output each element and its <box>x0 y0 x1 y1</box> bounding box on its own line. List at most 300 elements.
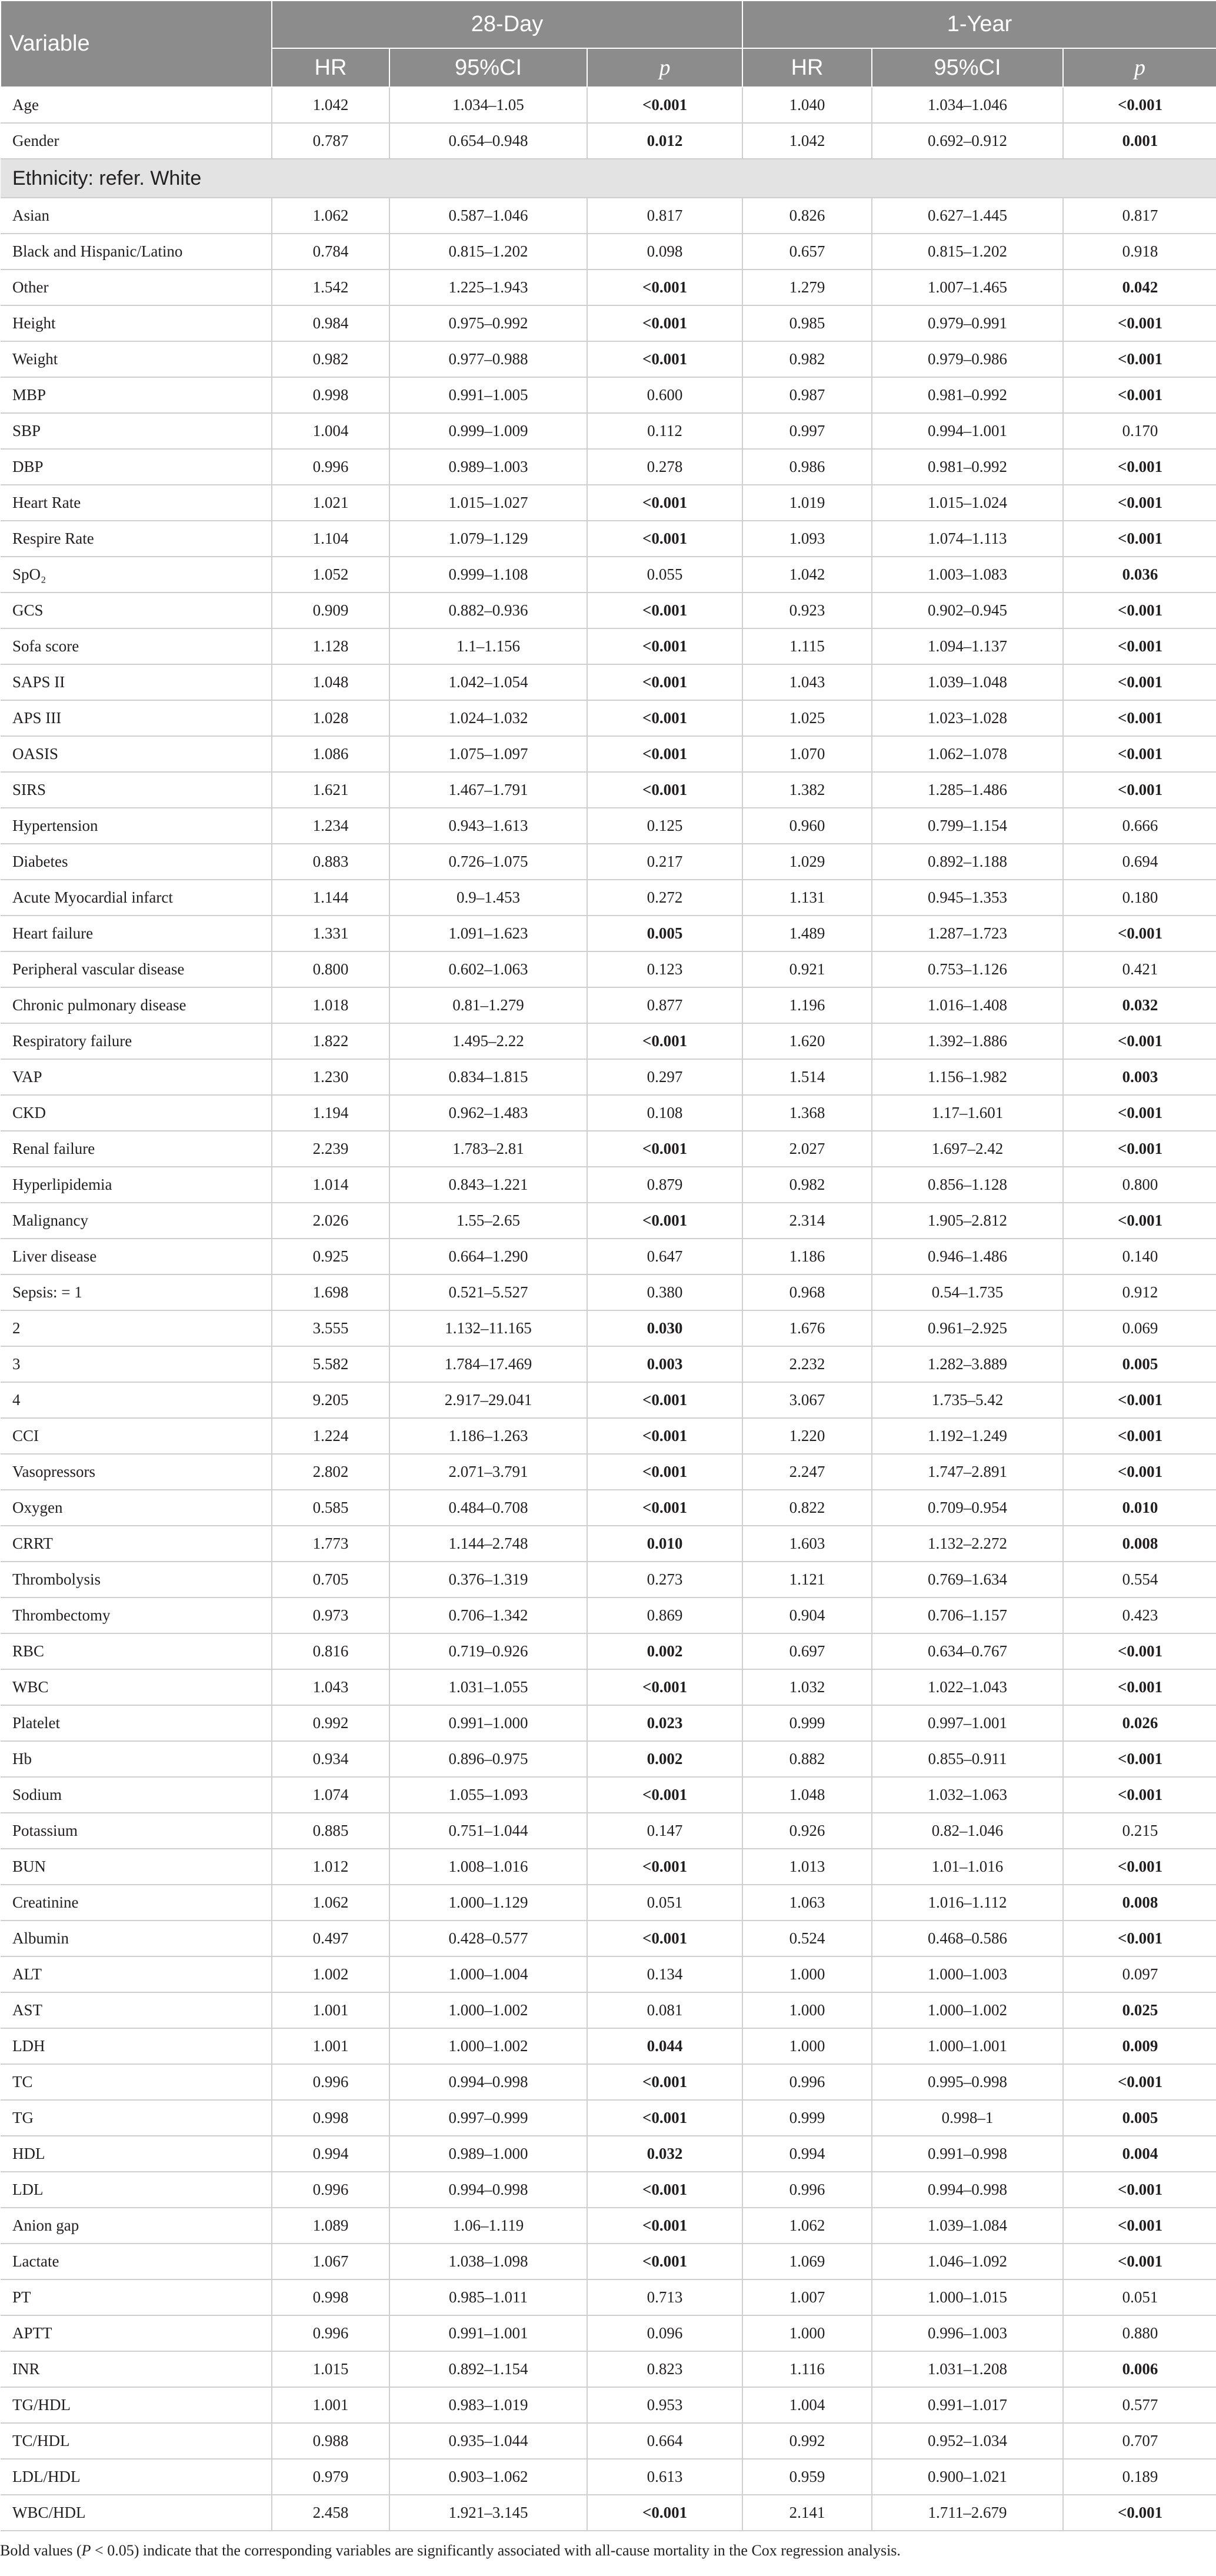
ci-28-cell: 1.1–1.156 <box>389 628 587 664</box>
table-row <box>1 305 1216 341</box>
hr-28-cell: 2.026 <box>272 1203 389 1239</box>
ci-1y-cell: 1.022–1.043 <box>872 1669 1063 1705</box>
hr-28-cell: 0.998 <box>272 2279 389 2315</box>
hr-1y-cell: 2.141 <box>742 2495 872 2531</box>
hr-28-cell: 3.555 <box>272 1310 389 1346</box>
p-28-cell: 0.272 <box>587 880 742 916</box>
variable-cell: APTT <box>1 2315 272 2351</box>
p-28-cell: 0.012 <box>587 123 742 159</box>
hr-1y-cell: 1.025 <box>742 700 872 736</box>
p-28-cell: <0.001 <box>587 1454 742 1490</box>
p-1y-cell: <0.001 <box>1063 1633 1216 1669</box>
p-28-cell: 0.380 <box>587 1274 742 1310</box>
table-row <box>1 2459 1216 2495</box>
ci-28-cell: 1.144–2.748 <box>389 1526 587 1562</box>
variable-cell: BUN <box>1 1849 272 1885</box>
hr-28-cell: 1.014 <box>272 1167 389 1203</box>
hr-28-cell: 1.089 <box>272 2208 389 2244</box>
table-row <box>1 1239 1216 1274</box>
table-header <box>1 1 1216 87</box>
hr-28-cell: 1.001 <box>272 2028 389 2064</box>
ci-28-cell: 0.882–0.936 <box>389 593 587 628</box>
p-28-cell: <0.001 <box>587 2172 742 2208</box>
p-1y-cell: <0.001 <box>1063 1669 1216 1705</box>
hr-28-cell: 0.705 <box>272 1562 389 1597</box>
table-row <box>1 1059 1216 1095</box>
ci-28-cell: 1.038–1.098 <box>389 2244 587 2279</box>
header-ci-1y: 95%CI <box>872 48 1063 87</box>
ci-28-cell: 0.843–1.221 <box>389 1167 587 1203</box>
hr-28-cell: 1.224 <box>272 1418 389 1454</box>
p-1y-cell: <0.001 <box>1063 1849 1216 1885</box>
hr-28-cell: 1.052 <box>272 557 389 593</box>
hr-1y-cell: 0.960 <box>742 808 872 844</box>
variable-cell: Black and Hispanic/Latino <box>1 234 272 269</box>
ci-1y-cell: 0.900–1.021 <box>872 2459 1063 2495</box>
hr-1y-cell: 0.524 <box>742 1921 872 1956</box>
p-1y-cell: 0.554 <box>1063 1562 1216 1597</box>
table-row <box>1 2100 1216 2136</box>
variable-cell: APS III <box>1 700 272 736</box>
hr-1y-cell: 1.489 <box>742 916 872 951</box>
variable-cell: TC <box>1 2064 272 2100</box>
table-row <box>1 987 1216 1023</box>
variable-cell: Weight <box>1 341 272 377</box>
table-row <box>1 1418 1216 1454</box>
hr-28-cell: 0.996 <box>272 2172 389 2208</box>
table-row <box>1 1526 1216 1562</box>
hr-28-cell: 0.982 <box>272 341 389 377</box>
ci-1y-cell: 0.994–0.998 <box>872 2172 1063 2208</box>
hr-28-cell: 2.239 <box>272 1131 389 1167</box>
variable-cell: 2 <box>1 1310 272 1346</box>
p-1y-cell: 0.694 <box>1063 844 1216 880</box>
variable-cell: INR <box>1 2351 272 2387</box>
ci-28-cell: 0.935–1.044 <box>389 2423 587 2459</box>
hr-1y-cell: 1.062 <box>742 2208 872 2244</box>
p-1y-cell: <0.001 <box>1063 305 1216 341</box>
table-row <box>1 1777 1216 1813</box>
ci-28-cell: 0.903–1.062 <box>389 2459 587 2495</box>
variable-cell: Diabetes <box>1 844 272 880</box>
table-row <box>1 1669 1216 1705</box>
variable-cell: CRRT <box>1 1526 272 1562</box>
hr-1y-cell: 0.987 <box>742 377 872 413</box>
hr-1y-cell: 1.382 <box>742 772 872 808</box>
hr-1y-cell: 0.926 <box>742 1813 872 1849</box>
table-row <box>1 1095 1216 1131</box>
ci-28-cell: 0.602–1.063 <box>389 951 587 987</box>
ci-1y-cell: 0.856–1.128 <box>872 1167 1063 1203</box>
variable-cell: Oxygen <box>1 1490 272 1526</box>
variable-cell: Albumin <box>1 1921 272 1956</box>
hr-1y-cell: 1.000 <box>742 2315 872 2351</box>
table-row <box>1 1131 1216 1167</box>
ci-1y-cell: 1.287–1.723 <box>872 916 1063 951</box>
ci-28-cell: 0.977–0.988 <box>389 341 587 377</box>
p-1y-cell: <0.001 <box>1063 736 1216 772</box>
p-28-cell: 0.032 <box>587 2136 742 2172</box>
header-group-28-day: 28-Day <box>272 1 742 48</box>
table-row <box>1 413 1216 449</box>
hr-28-cell: 5.582 <box>272 1346 389 1382</box>
variable-cell: HDL <box>1 2136 272 2172</box>
p-1y-cell: 0.005 <box>1063 1346 1216 1382</box>
table-row <box>1 916 1216 951</box>
hr-1y-cell: 0.923 <box>742 593 872 628</box>
hr-1y-cell: 1.514 <box>742 1059 872 1095</box>
table-row <box>1 1274 1216 1310</box>
ci-1y-cell: 0.692–0.912 <box>872 123 1063 159</box>
p-28-cell: <0.001 <box>587 772 742 808</box>
ci-1y-cell: 0.991–0.998 <box>872 2136 1063 2172</box>
hr-28-cell: 1.234 <box>272 808 389 844</box>
p-1y-cell: <0.001 <box>1063 1454 1216 1490</box>
hr-1y-cell: 1.063 <box>742 1885 872 1921</box>
p-28-cell: 0.713 <box>587 2279 742 2315</box>
p-28-cell: 0.003 <box>587 1346 742 1382</box>
variable-cell: Asian <box>1 198 272 234</box>
p-1y-cell: <0.001 <box>1063 341 1216 377</box>
table-row <box>1 1992 1216 2028</box>
hr-28-cell: 1.004 <box>272 413 389 449</box>
hr-1y-cell: 0.697 <box>742 1633 872 1669</box>
ci-28-cell: 1.186–1.263 <box>389 1418 587 1454</box>
p-28-cell: <0.001 <box>587 1849 742 1885</box>
ci-1y-cell: 0.994–1.001 <box>872 413 1063 449</box>
table-row <box>1 234 1216 269</box>
p-28-cell: <0.001 <box>587 1669 742 1705</box>
ci-28-cell: 1.55–2.65 <box>389 1203 587 1239</box>
hr-28-cell: 9.205 <box>272 1382 389 1418</box>
p-1y-cell: <0.001 <box>1063 1023 1216 1059</box>
p-1y-cell: 0.032 <box>1063 987 1216 1023</box>
p-28-cell: 0.613 <box>587 2459 742 2495</box>
hr-1y-cell: 1.000 <box>742 1956 872 1992</box>
ci-1y-cell: 0.627–1.445 <box>872 198 1063 234</box>
p-28-cell: 0.953 <box>587 2387 742 2423</box>
hr-1y-cell: 1.220 <box>742 1418 872 1454</box>
p-28-cell: <0.001 <box>587 593 742 628</box>
p-28-cell: 0.023 <box>587 1705 742 1741</box>
p-28-cell: 0.664 <box>587 2423 742 2459</box>
variable-cell: SBP <box>1 413 272 449</box>
p-28-cell: <0.001 <box>587 1131 742 1167</box>
table-row <box>1 1203 1216 1239</box>
table-row <box>1 700 1216 736</box>
hr-28-cell: 0.996 <box>272 2315 389 2351</box>
p-28-cell: 0.055 <box>587 557 742 593</box>
hr-1y-cell: 1.019 <box>742 485 872 521</box>
variable-cell: Peripheral vascular disease <box>1 951 272 987</box>
hr-1y-cell: 1.040 <box>742 87 872 123</box>
variable-cell: Height <box>1 305 272 341</box>
variable-cell: TG/HDL <box>1 2387 272 2423</box>
p-28-cell: <0.001 <box>587 628 742 664</box>
hr-1y-cell: 0.921 <box>742 951 872 987</box>
table-row <box>1 87 1216 123</box>
p-1y-cell: 0.189 <box>1063 2459 1216 2495</box>
ci-1y-cell: 0.945–1.353 <box>872 880 1063 916</box>
hr-1y-cell: 2.247 <box>742 1454 872 1490</box>
ci-28-cell: 1.000–1.004 <box>389 1956 587 1992</box>
variable-cell: VAP <box>1 1059 272 1095</box>
footnote-suffix: < 0.05) indicate that the corresponding variables are significantly associated with all-cause mortality in the Cox regression analysis. <box>91 2542 901 2559</box>
hr-28-cell: 1.012 <box>272 1849 389 1885</box>
p-1y-cell: <0.001 <box>1063 449 1216 485</box>
p-1y-cell: 0.707 <box>1063 2423 1216 2459</box>
p-28-cell: 0.877 <box>587 987 742 1023</box>
p-28-cell: <0.001 <box>587 1203 742 1239</box>
p-28-cell: <0.001 <box>587 2064 742 2100</box>
p-1y-cell: 0.423 <box>1063 1597 1216 1633</box>
variable-cell: 3 <box>1 1346 272 1382</box>
ci-1y-cell: 1.015–1.024 <box>872 485 1063 521</box>
p-28-cell: 0.869 <box>587 1597 742 1633</box>
p-28-cell: <0.001 <box>587 485 742 521</box>
p-28-cell: 0.273 <box>587 1562 742 1597</box>
hr-1y-cell: 1.368 <box>742 1095 872 1131</box>
ci-1y-cell: 0.991–1.017 <box>872 2387 1063 2423</box>
hr-28-cell: 0.787 <box>272 123 389 159</box>
hr-28-cell: 0.992 <box>272 1705 389 1741</box>
p-1y-cell: <0.001 <box>1063 2244 1216 2279</box>
ci-28-cell: 0.994–0.998 <box>389 2172 587 2208</box>
ci-1y-cell: 0.961–2.925 <box>872 1310 1063 1346</box>
hr-1y-cell: 1.069 <box>742 2244 872 2279</box>
ci-28-cell: 1.008–1.016 <box>389 1849 587 1885</box>
ci-1y-cell: 0.981–0.992 <box>872 449 1063 485</box>
table-row <box>1 2279 1216 2315</box>
ci-1y-cell: 1.039–1.048 <box>872 664 1063 700</box>
ci-1y-cell: 0.82–1.046 <box>872 1813 1063 1849</box>
p-1y-cell: 0.666 <box>1063 808 1216 844</box>
hr-1y-cell: 1.116 <box>742 2351 872 2387</box>
ci-28-cell: 1.000–1.129 <box>389 1885 587 1921</box>
ci-1y-cell: 0.995–0.998 <box>872 2064 1063 2100</box>
p-1y-cell: 0.577 <box>1063 2387 1216 2423</box>
ci-1y-cell: 1.747–2.891 <box>872 1454 1063 1490</box>
ci-28-cell: 0.994–0.998 <box>389 2064 587 2100</box>
table-row <box>1 1597 1216 1633</box>
p-1y-cell: <0.001 <box>1063 700 1216 736</box>
variable-cell: RBC <box>1 1633 272 1669</box>
ci-28-cell: 0.991–1.000 <box>389 1705 587 1741</box>
p-28-cell: 0.005 <box>587 916 742 951</box>
ci-28-cell: 0.81–1.279 <box>389 987 587 1023</box>
ci-1y-cell: 1.285–1.486 <box>872 772 1063 808</box>
p-1y-cell: 0.010 <box>1063 1490 1216 1526</box>
p-1y-cell: 0.008 <box>1063 1526 1216 1562</box>
ci-1y-cell: 0.981–0.992 <box>872 377 1063 413</box>
ci-28-cell: 0.985–1.011 <box>389 2279 587 2315</box>
ci-28-cell: 0.587–1.046 <box>389 198 587 234</box>
ci-28-cell: 0.834–1.815 <box>389 1059 587 1095</box>
ci-1y-cell: 1.016–1.112 <box>872 1885 1063 1921</box>
ci-28-cell: 0.664–1.290 <box>389 1239 587 1274</box>
variable-cell: WBC/HDL <box>1 2495 272 2531</box>
p-1y-cell: <0.001 <box>1063 377 1216 413</box>
ci-1y-cell: 1.192–1.249 <box>872 1418 1063 1454</box>
p-28-cell: <0.001 <box>587 2244 742 2279</box>
p-1y-cell: 0.003 <box>1063 1059 1216 1095</box>
p-28-cell: 0.051 <box>587 1885 742 1921</box>
variable-cell: Hypertension <box>1 808 272 844</box>
variable-cell: Hb <box>1 1741 272 1777</box>
p-1y-cell: 0.180 <box>1063 880 1216 916</box>
hr-1y-cell: 0.999 <box>742 1705 872 1741</box>
p-28-cell: 0.098 <box>587 234 742 269</box>
hr-1y-cell: 1.115 <box>742 628 872 664</box>
ci-28-cell: 0.997–0.999 <box>389 2100 587 2136</box>
hr-1y-cell: 0.904 <box>742 1597 872 1633</box>
hr-28-cell: 2.802 <box>272 1454 389 1490</box>
ci-1y-cell: 0.902–0.945 <box>872 593 1063 628</box>
hr-1y-cell: 1.121 <box>742 1562 872 1597</box>
table-row <box>1 1310 1216 1346</box>
hr-1y-cell: 0.982 <box>742 341 872 377</box>
hr-28-cell: 0.800 <box>272 951 389 987</box>
p-28-cell: <0.001 <box>587 521 742 557</box>
hr-1y-cell: 1.603 <box>742 1526 872 1562</box>
ci-28-cell: 1.000–1.002 <box>389 2028 587 2064</box>
variable-cell: Age <box>1 87 272 123</box>
variable-cell: WBC <box>1 1669 272 1705</box>
hr-1y-cell: 3.067 <box>742 1382 872 1418</box>
hr-1y-cell: 0.996 <box>742 2064 872 2100</box>
ci-1y-cell: 0.799–1.154 <box>872 808 1063 844</box>
hr-28-cell: 1.018 <box>272 987 389 1023</box>
ci-28-cell: 0.999–1.108 <box>389 557 587 593</box>
p-1y-cell: <0.001 <box>1063 1777 1216 1813</box>
variable-cell: Vasopressors <box>1 1454 272 1490</box>
ci-1y-cell: 0.998–1 <box>872 2100 1063 2136</box>
ci-1y-cell: 1.074–1.113 <box>872 521 1063 557</box>
hr-1y-cell: 1.196 <box>742 987 872 1023</box>
ci-1y-cell: 0.815–1.202 <box>872 234 1063 269</box>
table-row <box>1 1921 1216 1956</box>
table-row <box>1 449 1216 485</box>
p-1y-cell: 0.800 <box>1063 1167 1216 1203</box>
hr-1y-cell: 1.000 <box>742 1992 872 2028</box>
ci-28-cell: 0.991–1.005 <box>389 377 587 413</box>
ci-1y-cell: 1.17–1.601 <box>872 1095 1063 1131</box>
hr-28-cell: 0.934 <box>272 1741 389 1777</box>
hr-28-cell: 1.001 <box>272 2387 389 2423</box>
hr-28-cell: 0.497 <box>272 1921 389 1956</box>
table-row <box>1 123 1216 159</box>
p-28-cell: 0.112 <box>587 413 742 449</box>
hr-28-cell: 1.042 <box>272 87 389 123</box>
variable-cell: LDL <box>1 2172 272 2208</box>
ci-28-cell: 0.999–1.009 <box>389 413 587 449</box>
p-28-cell: 0.134 <box>587 1956 742 1992</box>
p-1y-cell: <0.001 <box>1063 2208 1216 2244</box>
ci-1y-cell: 1.007–1.465 <box>872 269 1063 305</box>
p-28-cell: <0.001 <box>587 305 742 341</box>
section-row-ethnicity <box>1 159 1216 198</box>
variable-cell: CCI <box>1 1418 272 1454</box>
hr-1y-cell: 0.994 <box>742 2136 872 2172</box>
variable-cell: Sofa score <box>1 628 272 664</box>
table-row <box>1 844 1216 880</box>
ci-1y-cell: 1.711–2.679 <box>872 2495 1063 2531</box>
hr-1y-cell: 0.959 <box>742 2459 872 2495</box>
variable-cell: Sepsis: = 1 <box>1 1274 272 1310</box>
p-1y-cell: <0.001 <box>1063 521 1216 557</box>
hr-28-cell: 2.458 <box>272 2495 389 2531</box>
hr-28-cell: 1.698 <box>272 1274 389 1310</box>
ci-28-cell: 1.784–17.469 <box>389 1346 587 1382</box>
variable-cell: Potassium <box>1 1813 272 1849</box>
hr-1y-cell: 1.070 <box>742 736 872 772</box>
ci-1y-cell: 1.697–2.42 <box>872 1131 1063 1167</box>
ci-1y-cell: 0.468–0.586 <box>872 1921 1063 1956</box>
hr-1y-cell: 0.982 <box>742 1167 872 1203</box>
table-row <box>1 341 1216 377</box>
p-1y-cell: 0.918 <box>1063 234 1216 269</box>
variable-cell: Heart failure <box>1 916 272 951</box>
p-1y-cell: <0.001 <box>1063 485 1216 521</box>
ci-28-cell: 0.896–0.975 <box>389 1741 587 1777</box>
p-28-cell: <0.001 <box>587 664 742 700</box>
ci-28-cell: 1.225–1.943 <box>389 269 587 305</box>
table-row <box>1 2208 1216 2244</box>
ci-1y-cell: 1.062–1.078 <box>872 736 1063 772</box>
ci-28-cell: 2.917–29.041 <box>389 1382 587 1418</box>
p-1y-cell: 0.008 <box>1063 1885 1216 1921</box>
hr-1y-cell: 1.043 <box>742 664 872 700</box>
ci-1y-cell: 1.905–2.812 <box>872 1203 1063 1239</box>
hr-28-cell: 1.542 <box>272 269 389 305</box>
ci-28-cell: 0.983–1.019 <box>389 2387 587 2423</box>
p-1y-cell: 0.421 <box>1063 951 1216 987</box>
hr-1y-cell: 2.027 <box>742 1131 872 1167</box>
hr-1y-cell: 0.997 <box>742 413 872 449</box>
header-hr-28: HR <box>272 48 389 87</box>
hr-1y-cell: 0.822 <box>742 1490 872 1526</box>
p-1y-cell: 0.036 <box>1063 557 1216 593</box>
p-1y-cell: <0.001 <box>1063 87 1216 123</box>
variable-cell: SpO₂ <box>1 557 272 593</box>
header-variable: Variable <box>1 1 272 87</box>
p-28-cell: <0.001 <box>587 87 742 123</box>
ci-1y-cell: 0.706–1.157 <box>872 1597 1063 1633</box>
hr-1y-cell: 1.093 <box>742 521 872 557</box>
table-row <box>1 2423 1216 2459</box>
ci-1y-cell: 1.094–1.137 <box>872 628 1063 664</box>
ci-28-cell: 1.000–1.002 <box>389 1992 587 2028</box>
p-28-cell: 0.096 <box>587 2315 742 2351</box>
ci-1y-cell: 1.031–1.208 <box>872 2351 1063 2387</box>
p-28-cell: <0.001 <box>587 2100 742 2136</box>
p-1y-cell: 0.097 <box>1063 1956 1216 1992</box>
ci-28-cell: 0.521–5.527 <box>389 1274 587 1310</box>
p-1y-cell: <0.001 <box>1063 2064 1216 2100</box>
table-row <box>1 808 1216 844</box>
variable-cell: Hyperlipidemia <box>1 1167 272 1203</box>
variable-cell: CKD <box>1 1095 272 1131</box>
p-1y-cell: 0.069 <box>1063 1310 1216 1346</box>
variable-cell: Heart Rate <box>1 485 272 521</box>
variable-cell: 4 <box>1 1382 272 1418</box>
table-row <box>1 880 1216 916</box>
variable-cell: Other <box>1 269 272 305</box>
variable-cell: Anion gap <box>1 2208 272 2244</box>
ci-28-cell: 0.989–1.003 <box>389 449 587 485</box>
ci-1y-cell: 1.735–5.42 <box>872 1382 1063 1418</box>
p-28-cell: <0.001 <box>587 269 742 305</box>
